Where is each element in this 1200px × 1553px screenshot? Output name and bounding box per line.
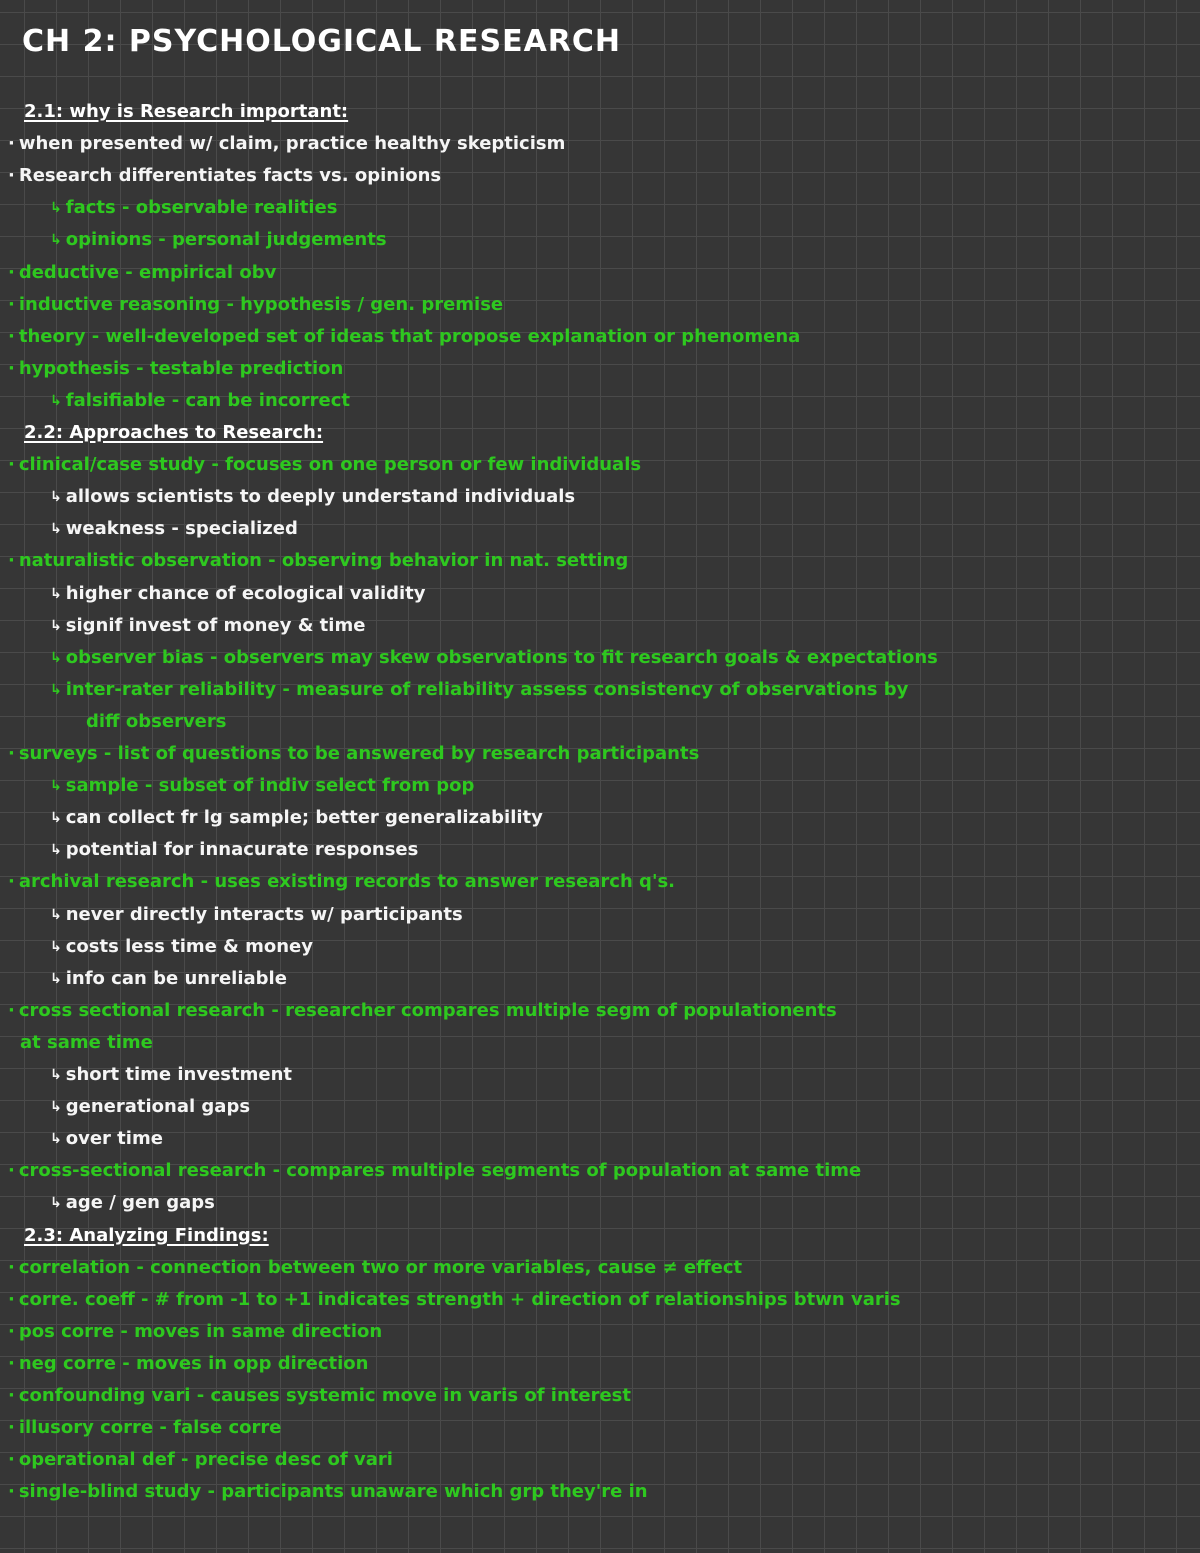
note-text: illusory corre - false corre — [18, 1417, 282, 1439]
note-text: higher chance of ecological validity — [65, 582, 426, 604]
note-text: inductive reasoning - hypothesis / gen. premise — [18, 293, 504, 315]
note-text: 2.1: why is Research important: — [24, 101, 349, 122]
bullet-dot: · — [8, 1256, 15, 1278]
bullet-dot: · — [8, 133, 15, 155]
note-text: 2.2: Approaches to Research: — [24, 422, 324, 443]
arrow-icon: ↳ — [50, 617, 62, 634]
bullet-dot: · — [8, 999, 15, 1021]
arrow-icon: ↳ — [50, 810, 62, 827]
note-text: diff observers — [86, 710, 227, 732]
note-line — [50, 1128, 163, 1150]
note-text: over time — [65, 1128, 163, 1150]
note-text: cross sectional research - researcher compares multiple segm of populationents — [18, 999, 837, 1021]
note-text: at same time — [20, 1031, 153, 1053]
note-text: confounding vari - causes systemic move in varis of interest — [18, 1385, 631, 1406]
note-line — [8, 294, 503, 316]
note-line — [8, 1385, 631, 1407]
arrow-icon: ↳ — [50, 938, 62, 955]
note-text: clinical/case study - focuses on one person or few individuals — [18, 454, 642, 476]
arrow-icon: ↳ — [50, 681, 62, 698]
note-line — [50, 775, 474, 797]
arrow-icon: ↳ — [50, 649, 62, 666]
arrow-icon: ↳ — [50, 778, 62, 795]
note-line — [50, 807, 543, 829]
bullet-dot: · — [8, 1160, 15, 1182]
note-text: theory - well-developed set of ideas that propose explanation or phenomena — [18, 325, 801, 347]
note-line — [50, 647, 938, 669]
note-line — [86, 711, 226, 733]
bullet-dot: · — [8, 454, 15, 476]
section-heading — [24, 422, 323, 444]
bullet-dot: · — [8, 261, 15, 283]
note-line — [50, 968, 287, 990]
note-line — [50, 679, 908, 701]
note-line — [8, 1160, 861, 1182]
bullet-dot: · — [8, 1481, 15, 1503]
arrow-icon: ↳ — [50, 392, 62, 409]
arrow-icon: ↳ — [50, 200, 62, 217]
note-text: neg corre - moves in opp direction — [18, 1352, 369, 1374]
bullet-dot: · — [8, 325, 15, 347]
arrow-icon: ↳ — [50, 1195, 62, 1212]
note-text: sample - subset of indiv select from pop — [65, 775, 475, 797]
note-line — [8, 550, 628, 572]
section-heading — [24, 101, 348, 123]
note-line — [8, 1321, 382, 1343]
note-line — [8, 1000, 837, 1022]
bullet-dot: · — [8, 550, 15, 572]
note-line — [50, 390, 350, 412]
note-text: costs less time & money — [65, 935, 313, 957]
note-line — [8, 1417, 281, 1439]
note-text: operational def - precise desc of vari — [18, 1449, 393, 1471]
note-text: never directly interacts w/ participants — [65, 903, 463, 925]
note-line — [50, 1064, 292, 1086]
note-line — [8, 133, 565, 155]
note-line — [50, 615, 365, 637]
note-text: deductive - empirical obv — [18, 261, 277, 283]
note-text: cross-sectional research - compares multiple segments of population at same time — [18, 1160, 862, 1182]
note-text: generational gaps — [65, 1096, 251, 1118]
arrow-icon: ↳ — [50, 1131, 62, 1148]
note-text: when presented w/ claim, practice healthy skepticism — [18, 133, 566, 155]
note-text: archival research - uses existing records to answer research q's. — [18, 871, 675, 893]
arrow-icon: ↳ — [50, 1099, 62, 1116]
note-line — [8, 358, 343, 380]
note-line — [50, 518, 298, 540]
note-line — [8, 871, 675, 893]
note-text: opinions - personal judgements — [65, 229, 387, 251]
arrow-icon: ↳ — [50, 232, 62, 249]
note-text: potential for innacurate responses — [65, 839, 419, 861]
bullet-dot: · — [8, 1320, 15, 1342]
note-text: facts - observable realities — [65, 197, 338, 219]
note-line — [50, 1096, 250, 1118]
note-text: weakness - specialized — [65, 518, 298, 540]
note-line — [50, 839, 418, 861]
note-text: Research differentiates facts vs. opinions — [18, 165, 442, 187]
bullet-dot: · — [8, 357, 15, 379]
note-line — [8, 1449, 393, 1471]
note-line — [50, 904, 463, 926]
bullet-dot: · — [8, 1449, 15, 1471]
note-line — [8, 454, 641, 476]
arrow-icon: ↳ — [50, 489, 62, 506]
note-text: pos corre - moves in same direction — [18, 1320, 383, 1342]
note-line — [8, 262, 276, 284]
note-text: 2.3: Analyzing Findings: — [24, 1224, 269, 1246]
note-text: short time investment — [65, 1064, 293, 1085]
note-line — [50, 486, 575, 508]
section-heading — [24, 1225, 269, 1247]
page-title: CH 2: PSYCHOLOGICAL RESEARCH — [22, 24, 622, 59]
bullet-dot: · — [8, 1417, 15, 1439]
note-line — [50, 936, 313, 958]
arrow-icon: ↳ — [50, 585, 62, 602]
bullet-dot: · — [8, 293, 15, 315]
note-line — [8, 1353, 368, 1375]
arrow-icon: ↳ — [50, 1067, 62, 1083]
bullet-dot: · — [8, 165, 15, 187]
note-line — [20, 1032, 153, 1054]
note-text: observer bias - observers may skew observations to fit research goals & expectations — [65, 646, 938, 668]
note-text: hypothesis - testable prediction — [18, 357, 344, 379]
bullet-dot: · — [8, 1288, 15, 1310]
arrow-icon: ↳ — [50, 970, 62, 987]
arrow-icon: ↳ — [50, 906, 62, 923]
note-line — [8, 1289, 901, 1311]
note-text: single-blind study - participants unaware which grp they're in — [18, 1481, 648, 1503]
note-line — [8, 326, 800, 348]
note-text: falsifiable - can be incorrect — [65, 389, 351, 411]
note-text: naturalistic observation - observing behavior in nat. setting — [18, 550, 629, 572]
note-text: signif invest of money & time — [65, 614, 366, 636]
note-text: info can be unreliable — [65, 967, 287, 989]
note-line — [50, 229, 387, 251]
note-line — [8, 743, 699, 765]
bullet-dot: · — [8, 1385, 15, 1406]
note-line — [50, 1192, 215, 1214]
arrow-icon: ↳ — [50, 842, 62, 859]
note-text: surveys - list of questions to be answered by research participants — [18, 743, 700, 764]
note-text: can collect fr lg sample; better generalizability — [65, 807, 543, 829]
note-text: correlation - connection between two or more variables, cause ≠ effect — [18, 1256, 743, 1278]
note-line — [8, 1481, 648, 1503]
bullet-dot: · — [8, 871, 15, 893]
bullet-dot: · — [8, 1352, 15, 1374]
arrow-icon: ↳ — [50, 521, 62, 538]
note-line — [50, 197, 337, 219]
note-line — [8, 165, 441, 187]
note-text: allows scientists to deeply understand individuals — [65, 486, 576, 508]
note-line — [8, 1257, 742, 1279]
note-text: inter-rater reliability - measure of reliability assess consistency of observations by — [65, 678, 909, 700]
note-text: corre. coeff - # from -1 to +1 indicates strength + direction of relationships btwn varis — [18, 1288, 901, 1310]
note-text: age / gen gaps — [65, 1192, 215, 1214]
bullet-dot: · — [8, 743, 15, 764]
note-line — [50, 583, 426, 605]
